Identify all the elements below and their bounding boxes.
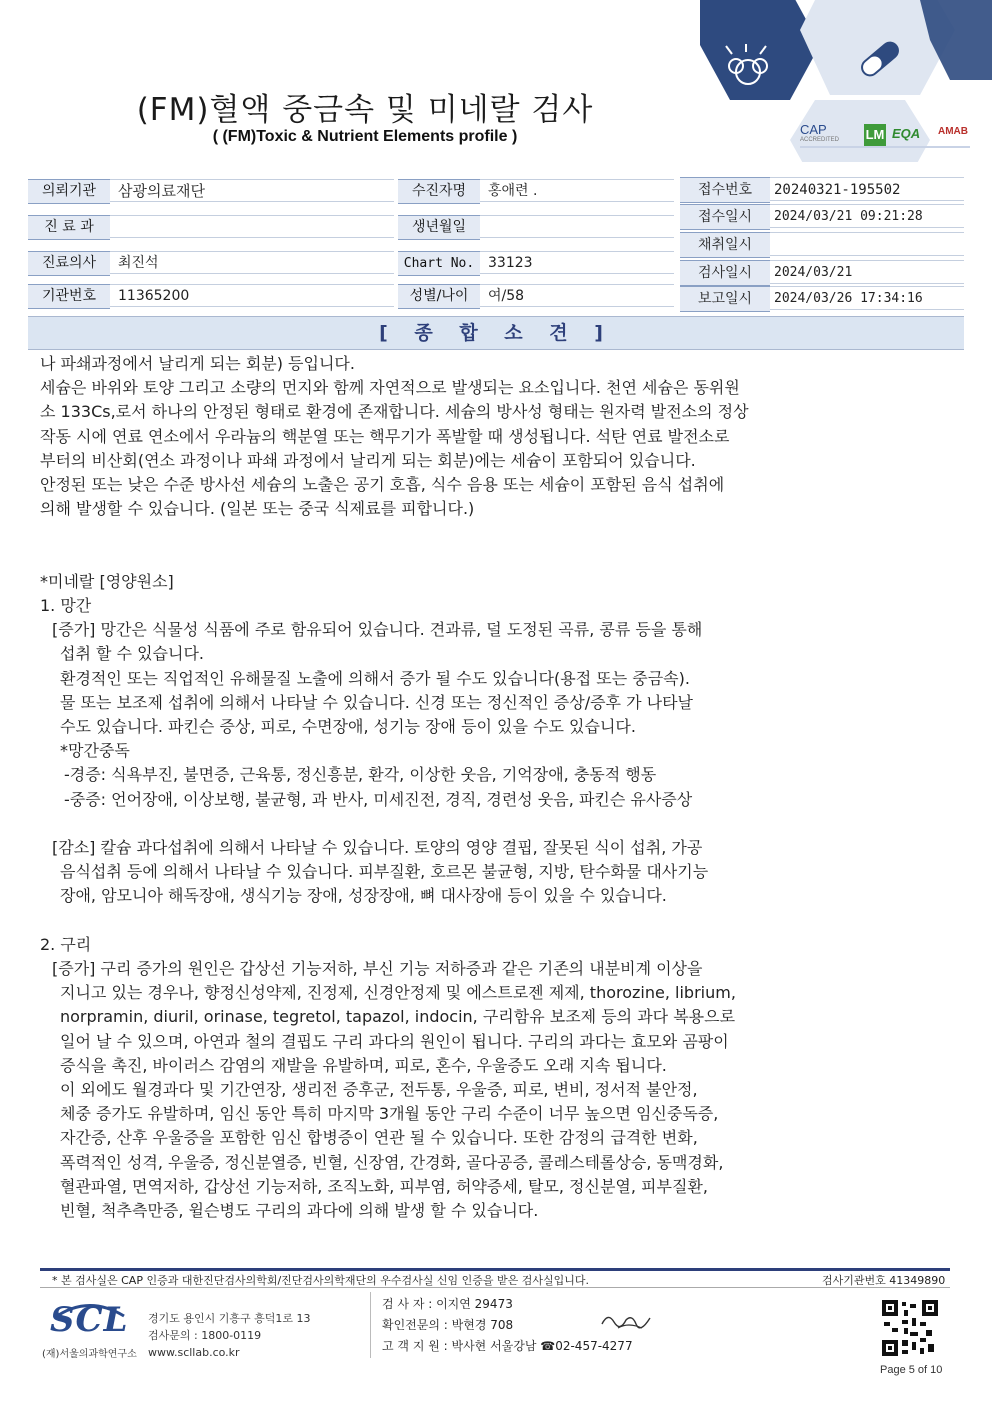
lab-address xyxy=(148,1310,311,1361)
code-label: 기관번호 xyxy=(28,284,110,309)
scl-institute-name: (재)서울의과학연구소 xyxy=(42,1349,137,1360)
patient-label: 수진자명 xyxy=(398,179,480,204)
report-subtitle: ( (FM)Toxic & Nutrient Elements profile ) xyxy=(212,128,518,145)
certification-logos xyxy=(800,122,970,152)
institution-value: 삼광의료재단 xyxy=(110,179,394,202)
text-line: *망간중독 xyxy=(60,741,130,761)
text-line: 혈관파열, 면역저하, 갑상선 기능저하, 조직노화, 피부염, 허약증세, 탈모, 정신분열, 피부질환, xyxy=(60,1176,708,1196)
text-line: 부터의 비산회(연소 과정이나 파쇄 과정에서 날리게 되는 회분)에는 세슘이 포함되어 있습니다. xyxy=(40,450,696,470)
text-line: [감소] 칼슘 과다섭취에 의해서 나타날 수 있습니다. 토양의 영양 결핍, 잘못된 식이 섭취, 가공 xyxy=(52,838,703,858)
page-number: Page 5 of 10 xyxy=(880,1364,943,1376)
text-line: 음식섭취 등에 의해서 나타날 수 있습니다. 피부질환, 호르몬 불균형, 지방, 탄수화물 대사기능 xyxy=(60,862,709,882)
confirming-specialist: 확인전문의 : 박현경 708 xyxy=(382,1318,514,1332)
text-line: 2. 구리 xyxy=(40,934,92,954)
text-line: 안정된 또는 낮은 수준 방사선 세슘의 노출은 공기 호흡, 식수 음용 또는 세슘이 포함된 음식 섭취에 xyxy=(40,475,725,495)
text-line: [증가] 구리 증가의 원인은 갑상선 기능저하, 부신 기능 저하증과 같은 기존의 내분비계 이상을 xyxy=(52,959,703,979)
certification-note: * 본 검사실은 CAP 인증과 대한진단검사의학회/진단검사의학재단의 우수검사실 신임 인증을 받은 검사실입니다. xyxy=(52,1274,590,1287)
customer-support: 고 객 지 원 : 박사현 서울강남 ☎02-457-4277 xyxy=(382,1339,633,1353)
amab-logo: AMAB xyxy=(938,126,968,137)
birth-value xyxy=(480,215,674,238)
report-title: (FM)혈액 중금속 및 미네랄 검사 xyxy=(136,92,594,128)
code-value: 11365200 xyxy=(110,284,394,307)
chart-no-label: Chart No. xyxy=(398,251,480,276)
text-line: 작동 시에 연료 연소에서 우라늄의 핵분열 또는 핵무기가 폭발할 때 생성됩니다. 석탄 연료 발전소로 xyxy=(40,426,730,446)
dept-value xyxy=(110,215,394,238)
lm-logo: LM xyxy=(864,124,886,146)
report-date-value: 2024/03/26 17:34:16 xyxy=(770,286,964,310)
text-line: norpramin, diuril, orinase, tegretol, tapazol, indocin, 구리함유 보조제 등의 과다 복용으로 xyxy=(60,1007,736,1027)
text-line: 이 외에도 월경과다 및 기간연장, 생리전 증후군, 전두통, 우울증, 피로, 변비, 정서적 불안정, xyxy=(60,1080,698,1100)
receipt-no-label: 접수번호 xyxy=(680,177,770,203)
text-line: 섭취 할 수 있습니다. xyxy=(60,644,204,664)
sexage-value: 여/58 xyxy=(480,284,674,307)
text-line: 의해 발생할 수 있습니다. (일본 또는 중국 식제료를 피합니다.) xyxy=(40,499,475,519)
chart-no-value: 33123 xyxy=(480,251,674,274)
qr-code[interactable] xyxy=(882,1300,938,1356)
footer-separator xyxy=(370,1292,371,1358)
cap-logo: CAP ACCREDITED xyxy=(800,122,840,143)
patient-value: 홍애련 . xyxy=(480,179,674,202)
scl-logo: SCL xyxy=(50,1300,129,1340)
text-line: 세슘은 바위와 토양 그리고 소량의 먼지와 함께 자연적으로 발생되는 요소입니다. 천연 세슘은 동위원 xyxy=(40,378,740,398)
examiner: 검 사 자 : 이지연 29473 xyxy=(382,1297,513,1311)
inquiry-phone: 검사문의 : 1800-0119 xyxy=(148,1329,262,1342)
text-line: -경증: 식욕부진, 불면증, 근육통, 정신흥분, 환각, 이상한 웃음, 기억장애, 충동적 행동 xyxy=(64,765,657,785)
receipt-date-value: 2024/03/21 09:21:28 xyxy=(770,204,964,228)
blank-line xyxy=(40,546,940,570)
text-line: 빈혈, 척추측만증, 윌슨병도 구리의 과다에 의해 발생 할 수 있습니다. xyxy=(60,1201,539,1221)
birth-label: 생년월일 xyxy=(398,215,480,240)
text-line: 소 133Cs,로서 하나의 안정된 형태로 환경에 존재합니다. 세슘의 방사성 형태는 원자력 발전소의 정상 xyxy=(40,402,749,422)
text-line: 폭력적인 성격, 우울증, 정신분열증, 빈혈, 신장염, 간경화, 골다공증, 콜레스테롤상승, 동맥경화, xyxy=(60,1152,724,1172)
text-line: 1. 망간 xyxy=(40,596,92,615)
text-line: 물 또는 보조제 섭취에 의해서 나타날 수 있습니다. 신경 또는 정신적인 증상/증후 가 나타날 xyxy=(60,692,694,712)
footer-rule xyxy=(40,1268,950,1271)
text-line: -중증: 언어장애, 이상보행, 불균형, 과 반사, 미세진전, 경직, 경련성 웃음, 파킨슨 유사증상 xyxy=(64,789,693,809)
blank-line xyxy=(40,909,940,933)
sexage-label: 성별/나이 xyxy=(398,284,480,309)
text-line: 자간증, 산후 우울증을 포함한 임신 합병증이 연관 될 수 있습니다. 또한 감정의 급격한 변화, xyxy=(60,1128,698,1148)
receipt-date-label: 접수일시 xyxy=(680,204,770,230)
footer-divider xyxy=(40,1287,950,1288)
doctor-label: 진료의사 xyxy=(28,251,110,276)
institution-number: 검사기관번호 41349890 xyxy=(822,1274,946,1287)
text-line: 증식을 촉진, 바이러스 감염의 재발을 유발하며, 피로, 혼수, 우울증도 오래 지속 됩니다. xyxy=(60,1055,667,1075)
test-date-value: 2024/03/21 xyxy=(770,260,964,284)
report-body-text xyxy=(40,352,940,1223)
staff-info xyxy=(382,1294,633,1357)
blank-line xyxy=(40,812,940,836)
collect-label: 채취일시 xyxy=(680,232,770,258)
text-line: 나 파쇄과정에서 날리게 되는 회분) 등입니다. xyxy=(40,354,355,373)
dept-label: 진 료 과 xyxy=(28,215,110,240)
receipt-no-value: 20240321-195502 xyxy=(770,177,964,201)
text-line: [증가] 망간은 식물성 식품에 주로 함유되어 있습니다. 견과류, 덜 도정된 곡류, 콩류 등을 통해 xyxy=(52,620,703,640)
text-line: 환경적인 또는 직업적인 유해물질 노출에 의해서 증가 될 수도 있습니다(용접 또는 중금속). xyxy=(60,668,690,688)
signature-image xyxy=(598,1308,658,1334)
doctor-value: 최진석 xyxy=(110,251,394,274)
address-line: 경기도 용인시 기흥구 흥덕1로 13 xyxy=(148,1312,311,1325)
text-line: 일어 날 수 있으며, 아연과 철의 결핍도 구리 과다의 원인이 됩니다. 구리의 과다는 효모와 곰팡이 xyxy=(60,1031,729,1051)
text-line: 장애, 암모니아 해독장애, 생식기능 장애, 성장장애, 뼈 대사장애 등이 있을 수 있습니다. xyxy=(60,886,667,906)
report-date-label: 보고일시 xyxy=(680,286,770,312)
website-link[interactable]: www.scllab.co.kr xyxy=(148,1346,240,1359)
text-line: *미네랄 [영양원소] xyxy=(40,571,174,591)
text-line: 수도 있습니다. 파킨슨 증상, 피로, 수면장애, 성기능 장애 등이 있을 수도 있습니다. xyxy=(60,717,636,737)
institution-label: 의뢰기관 xyxy=(28,179,110,204)
text-line: 지니고 있는 경우나, 향정신성약제, 진정제, 신경안정제 및 에스트로젠 제제, thorozine, librium, xyxy=(60,983,736,1003)
eqa-logo: EQA xyxy=(892,126,921,141)
collect-value xyxy=(770,232,964,256)
text-line: 체중 증가도 유발하며, 임신 동안 특히 마지막 3개월 동안 구리 수준이 너무 높으면 임신중독증, xyxy=(60,1104,719,1124)
blank-line xyxy=(40,521,940,545)
summary-heading: [ 종 합 소 견 ] xyxy=(28,316,964,350)
test-date-label: 검사일시 xyxy=(680,260,770,286)
